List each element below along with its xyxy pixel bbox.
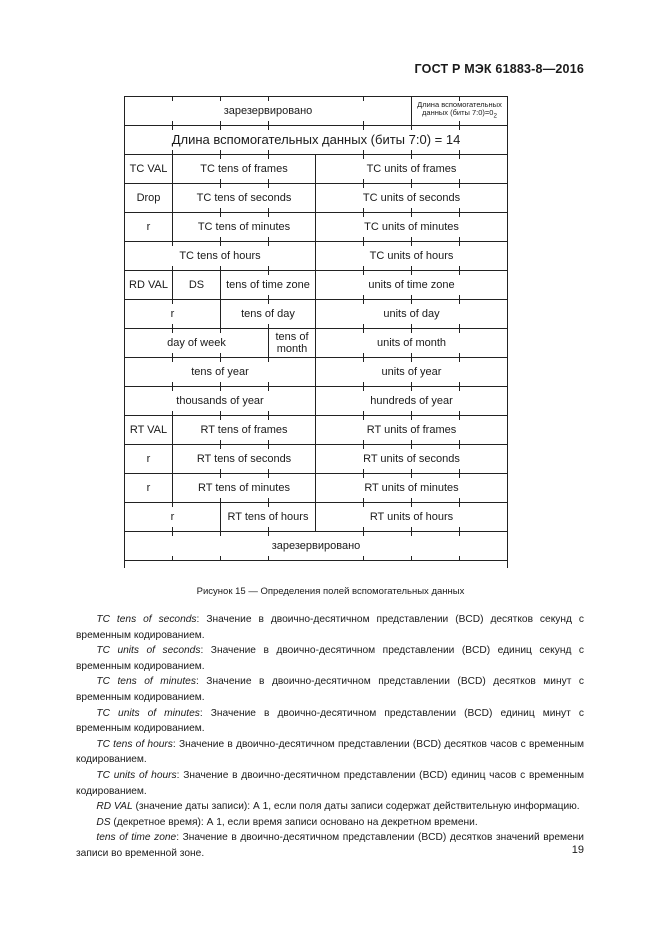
diagram-row-century	[125, 386, 507, 415]
diagram-row-month	[125, 328, 507, 357]
definition-term: TC units of minutes	[96, 707, 200, 719]
diagram-row-rt-frames	[125, 415, 507, 444]
rt-tens-frames-field: RT tens of frames	[172, 416, 315, 444]
length-note-subscript: 2	[493, 112, 497, 120]
definition-text: : Значение в двоично-десятичном представлении (BCD) десятков минут с временным кодированием.	[76, 676, 584, 703]
definition-term: TC units of hours	[96, 769, 177, 781]
units-month-field: units of month	[315, 329, 507, 357]
diagram-row-year	[125, 357, 507, 386]
rt-val-field: RT VAL	[129, 424, 168, 436]
definitions-list	[76, 612, 584, 862]
definition-text: : Значение в двоично-десятичном представлении (BCD) десятков часов с временным кодированием.	[76, 738, 585, 766]
ds-field: DS	[172, 271, 220, 299]
diagram-row-reserved-top	[125, 96, 507, 125]
reserved-field: зарезервировано	[223, 105, 313, 117]
ancillary-data-diagram	[124, 96, 508, 568]
document-header: ГОСТ Р МЭК 61883-8—2016	[414, 62, 584, 76]
rt-tens-hours-field: RT tens of hours	[220, 503, 315, 531]
definition-text: : Значение в двоично-десятичном представлении (BCD) десятков секунд с временным кодированием.	[76, 614, 584, 641]
units-day-field: units of day	[315, 300, 507, 328]
page-number: 19	[571, 844, 584, 856]
definition-item	[76, 768, 584, 799]
hundreds-year-field: hundreds of year	[315, 387, 507, 415]
definition-term: DS	[96, 816, 111, 828]
tc-tens-frames-field: TC tens of frames	[172, 155, 315, 183]
tens-month-field: tens of month	[268, 329, 315, 357]
tc-units-seconds-field: TC units of seconds	[315, 184, 507, 212]
thousands-year-field: thousands of year	[176, 395, 264, 407]
definition-item	[76, 612, 584, 643]
definition-item	[76, 830, 584, 861]
definition-term: tens of time zone	[96, 832, 177, 844]
day-of-week-field: day of week	[167, 337, 226, 349]
definition-text: (значение даты записи): А 1, если поля даты записи содержат действительную информацию.	[132, 801, 580, 813]
reserved-bit-field: r	[146, 482, 151, 494]
length-note-text: Длина вспомогательных данных (биты 7:0)=0	[417, 100, 502, 118]
units-year-field: units of year	[315, 358, 507, 386]
diagram-row-rt-seconds	[125, 444, 507, 473]
definition-text: : Значение в двоично-десятичном представлении (BCD) единиц часов с временным кодированием.	[76, 769, 584, 797]
diagram-row-tc-hours	[125, 241, 507, 270]
definition-text: : Значение в двоично-десятичном представлении (BCD) единиц секунд с временным кодированием.	[76, 645, 585, 672]
definition-item	[76, 706, 584, 737]
rt-units-minutes-field: RT units of minutes	[315, 474, 507, 502]
tc-units-hours-field: TC units of hours	[315, 242, 507, 270]
rt-units-seconds-field: RT units of seconds	[315, 445, 507, 473]
definition-term: TC units of seconds	[96, 645, 201, 657]
definition-item	[76, 815, 584, 831]
length-note-field	[411, 97, 507, 125]
diagram-row-reserved-bottom	[125, 531, 507, 561]
definition-term: TC tens of seconds	[96, 614, 197, 625]
tc-tens-seconds-field: TC tens of seconds	[172, 184, 315, 212]
diagram-row-tc-seconds	[125, 183, 507, 212]
diagram-row-tc-minutes	[125, 212, 507, 241]
definition-item	[76, 737, 584, 768]
reserved-hours-bits-field: r	[170, 511, 175, 523]
tens-time-zone-field: tens of time zone	[220, 271, 315, 299]
drop-field: Drop	[136, 192, 161, 204]
diagram-row-tc-frames	[125, 154, 507, 183]
reserved-bit-field: r	[146, 221, 151, 233]
reserved-bit-field: r	[146, 453, 151, 465]
rt-tens-minutes-field: RT tens of minutes	[172, 474, 315, 502]
rt-units-hours-field: RT units of hours	[315, 503, 507, 531]
definition-item	[76, 643, 584, 674]
tc-units-minutes-field: TC units of minutes	[315, 213, 507, 241]
definition-text: (декретное время): А 1, если время записи основано на декретном времени.	[110, 816, 478, 828]
diagram-row-length	[125, 125, 507, 154]
definition-term: RD VAL	[96, 801, 133, 813]
rt-units-frames-field: RT units of frames	[315, 416, 507, 444]
diagram-row-time-zone	[125, 270, 507, 299]
definition-item	[76, 799, 584, 815]
reserved-field: зарезервировано	[271, 540, 361, 552]
tc-units-frames-field: TC units of frames	[315, 155, 507, 183]
definition-term: TC tens of minutes	[96, 676, 196, 688]
diagram-row-rt-hours	[125, 502, 507, 531]
definition-term: TC tens of hours	[96, 738, 173, 750]
tens-day-field: tens of day	[220, 300, 315, 328]
rt-tens-seconds-field: RT tens of seconds	[172, 445, 315, 473]
definition-text: : Значение в двоично-десятичном представлении (BCD) единиц минут с временным кодированием.	[76, 707, 584, 735]
ancillary-length-field: Длина вспомогательных данных (биты 7:0) = 14	[171, 132, 461, 147]
definition-text: : Значение в двоично-десятичном представлении (BCD) десятков значений времени записи во временной зоне.	[76, 832, 584, 859]
figure-caption: Рисунок 15 — Определения полей вспомогательных данных	[196, 586, 465, 597]
tens-year-field: tens of year	[191, 366, 249, 378]
reserved-day-bits-field: r	[170, 308, 175, 320]
tc-tens-minutes-field: TC tens of minutes	[172, 213, 315, 241]
definition-item	[76, 674, 584, 705]
diagram-row-rt-minutes	[125, 473, 507, 502]
diagram-row-day	[125, 299, 507, 328]
units-time-zone-field: units of time zone	[315, 271, 507, 299]
tc-val-field: TC VAL	[129, 163, 168, 175]
rd-val-field: RD VAL	[129, 279, 168, 291]
tc-tens-hours-field: TC tens of hours	[179, 250, 261, 262]
